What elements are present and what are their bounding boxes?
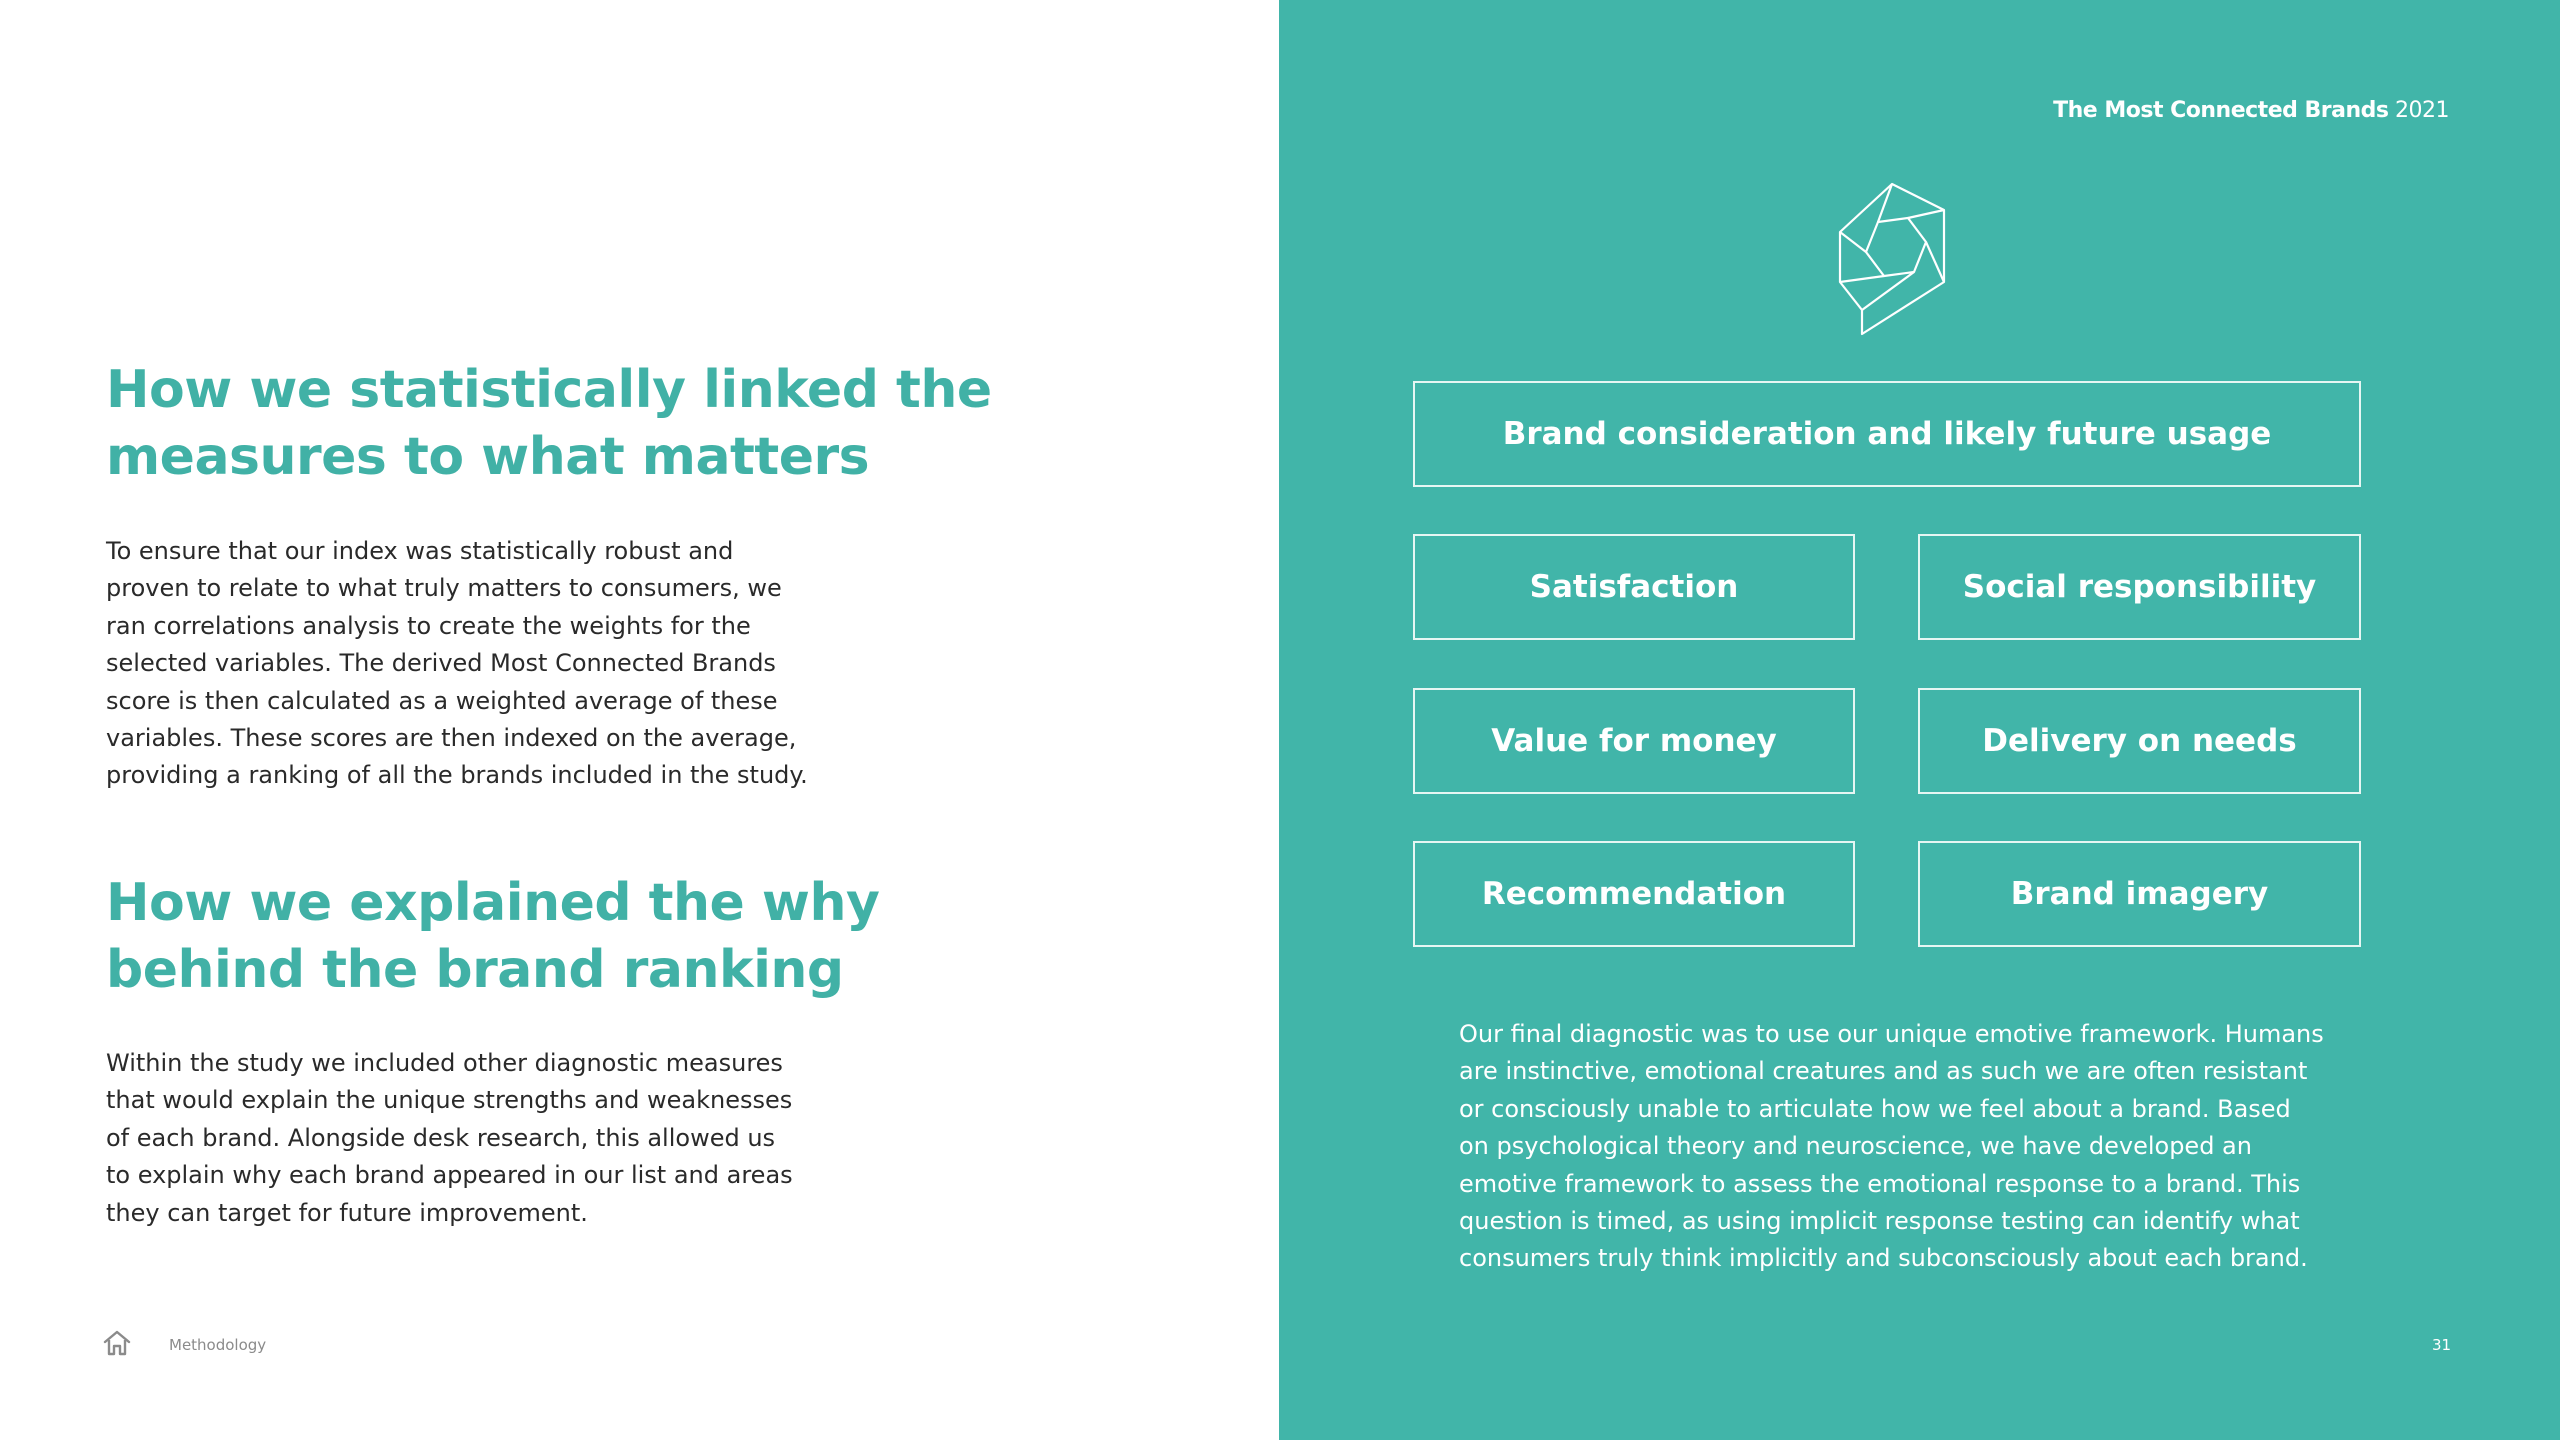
paragraph-line: that would explain the unique strengths and weaknesses <box>106 1086 793 1115</box>
heading-explaining-ranking <box>106 870 1106 1004</box>
paragraph-line: or consciously unable to articulate how we feel about a brand. Based <box>1459 1094 2291 1123</box>
report-title <box>2053 96 2449 126</box>
report-brand-name: The Most Connected Brands <box>2053 98 2389 123</box>
heading-line: measures to what matters <box>106 427 870 487</box>
paragraph-line: they can target for future improvement. <box>106 1198 588 1227</box>
paragraph-statistical-method <box>106 533 906 795</box>
paragraph-line: to explain why each brand appeared in our list and areas <box>106 1161 793 1190</box>
paragraph-line: of each brand. Alongside desk research, this allowed us <box>106 1123 776 1152</box>
paragraph-line: question is timed, as using implicit response testing can identify what <box>1459 1207 2300 1236</box>
paragraph-diagnostic-measures <box>106 1045 906 1232</box>
paragraph-line: on psychological theory and neuroscience, we have developed an <box>1459 1132 2252 1161</box>
paragraph-line: emotive framework to assess the emotional response to a brand. This <box>1459 1169 2301 1198</box>
paragraph-line: variables. These scores are then indexed on the average, <box>106 724 797 753</box>
paragraph-emotive-framework <box>1459 1016 2359 1278</box>
hexagon-aperture-logo-icon <box>1832 182 1952 338</box>
home-icon[interactable] <box>103 1330 131 1356</box>
measure-social-responsibility: Social responsibility <box>1918 534 2361 640</box>
paragraph-line: To ensure that our index was statistically robust and <box>106 537 734 565</box>
paragraph-line: proven to relate to what truly matters to consumers, we <box>106 574 782 603</box>
heading-statistical-linking <box>106 357 1106 491</box>
paragraph-line: Within the study we included other diagnostic measures <box>106 1049 783 1077</box>
measure-delivery-on-needs: Delivery on needs <box>1918 688 2361 794</box>
paragraph-line: score is then calculated as a weighted average of these <box>106 686 778 715</box>
paragraph-line: Our final diagnostic was to use our unique emotive framework. Humans <box>1459 1020 2324 1048</box>
heading-line: How we statistically linked the <box>106 360 992 420</box>
paragraph-line: consumers truly think implicitly and subconsciously about each brand. <box>1459 1244 2308 1273</box>
paragraph-line: selected variables. The derived Most Connected Brands <box>106 649 776 678</box>
heading-line: How we explained the why <box>106 873 880 933</box>
measure-recommendation: Recommendation <box>1413 841 1855 947</box>
report-year: 2021 <box>2395 98 2449 123</box>
page-number: 31 <box>2432 1336 2452 1354</box>
paragraph-line: ran correlations analysis to create the weights for the <box>106 611 751 640</box>
measure-brand-imagery: Brand imagery <box>1918 841 2361 947</box>
heading-line: behind the brand ranking <box>106 940 844 1000</box>
measure-brand-consideration: Brand consideration and likely future usage <box>1413 381 2361 487</box>
paragraph-line: providing a ranking of all the brands included in the study. <box>106 761 808 790</box>
paragraph-line: are instinctive, emotional creatures and as such we are often resistant <box>1459 1057 2308 1086</box>
measure-satisfaction: Satisfaction <box>1413 534 1855 640</box>
section-label: Methodology <box>169 1336 267 1354</box>
measure-value-for-money: Value for money <box>1413 688 1855 794</box>
